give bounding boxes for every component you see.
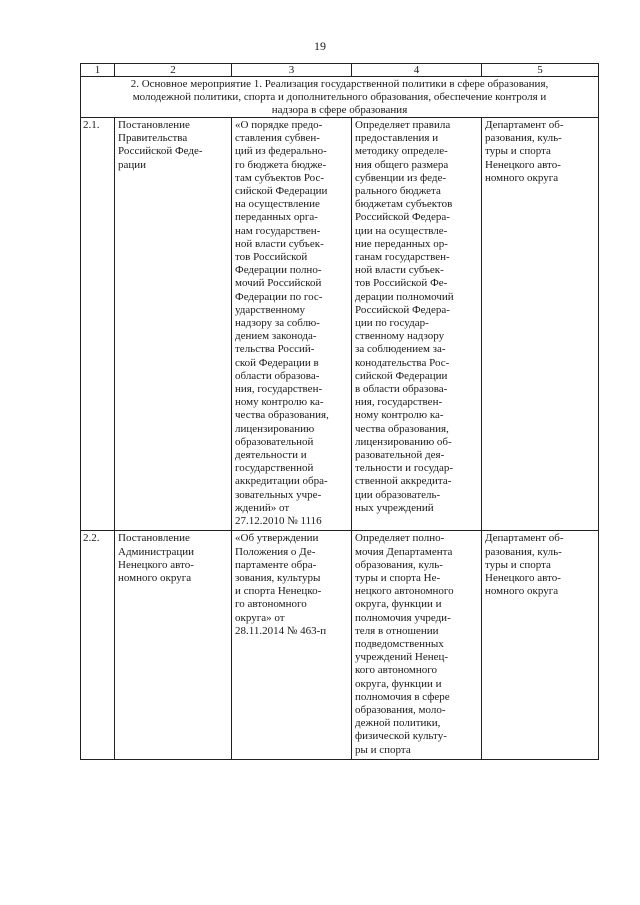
document-description: Определяет правила предоставления и методику определе- ния общего размера субвенции из феде- рального бюджета бюджетам субъектов Российской Федера- ции на осуществле- ние переданных ор- ганам государствен- ной власти субъек- тов Российской Фе- дерации полномочий Российской Федера- ции по государ- ственному надзору за соблюдением за- конодательства Рос- сийской Федерации в области образова- ния, государствен- ному контролю ка- чества образования, лицензированию об- разовательной дея- тельности и государ- ственной аккредита- ции образователь- ных учреждений — [352, 118, 482, 531]
row-number: 2.1. — [81, 118, 115, 531]
measures-table — [80, 63, 599, 760]
row-number: 2.2. — [81, 531, 115, 759]
column-header-2: 2 — [115, 64, 232, 77]
document-description: Определяет полно- мочия Департамента образования, куль- туры и спорта Не- нецкого автономного округа, функции и полномочия учреди- теля в отношении подведомственных учреждений Ненец- кого автономного округа, функции и полномочия в сфере образования, моло- дежной политики, физической культу- ры и спорта — [352, 531, 482, 759]
column-header-3: 3 — [232, 64, 352, 77]
column-header-4: 4 — [352, 64, 482, 77]
document-type: Постановление Правительства Российской Феде- рации — [115, 118, 232, 531]
document-title: «О порядке предо- ставления субвен- ций из федерально- го бюджета бюдже- там субъектов Рос- сийской Федерации на осуществление переданных орга- нам государствен- ной власти субъек- тов Российской Федерации полно- мочий Российской Федерации по гос- ударственному надзору за соблю- дением законода- тельства Россий- ской Федерации в области образова- ния, государствен- ному контролю ка- чества образования, лицензированию образовательной деятельности и государственной аккредитации обра- зовательных учре- ждений» от 27.12.2010 № 1116 — [232, 118, 352, 531]
responsible-executor: Департамент об- разования, куль- туры и спорта Ненецкого авто- номного округа — [482, 531, 599, 759]
document-type: Постановление Администрации Ненецкого авто- номного округа — [115, 531, 232, 759]
column-header-5: 5 — [482, 64, 599, 77]
section-row — [81, 77, 599, 118]
table-row — [81, 118, 599, 531]
responsible-executor: Департамент об- разования, куль- туры и спорта Ненецкого авто- номного округа — [482, 118, 599, 531]
page-number: 19 — [314, 39, 326, 53]
table-row — [81, 531, 599, 759]
column-header-1: 1 — [81, 64, 115, 77]
table-header-row — [81, 64, 599, 77]
document-title: «Об утверждении Положения о Де- партаменте обра- зования, культуры и спорта Ненецко- го автономного округа» от 28.11.2014 № 463-п — [232, 531, 352, 759]
section-title: 2. Основное мероприятие 1. Реализация государственной политики в сфере образования, молодежной политики, спорта и дополнительного образования, обеспечение контроля и надзора в сфере образования — [81, 77, 599, 118]
